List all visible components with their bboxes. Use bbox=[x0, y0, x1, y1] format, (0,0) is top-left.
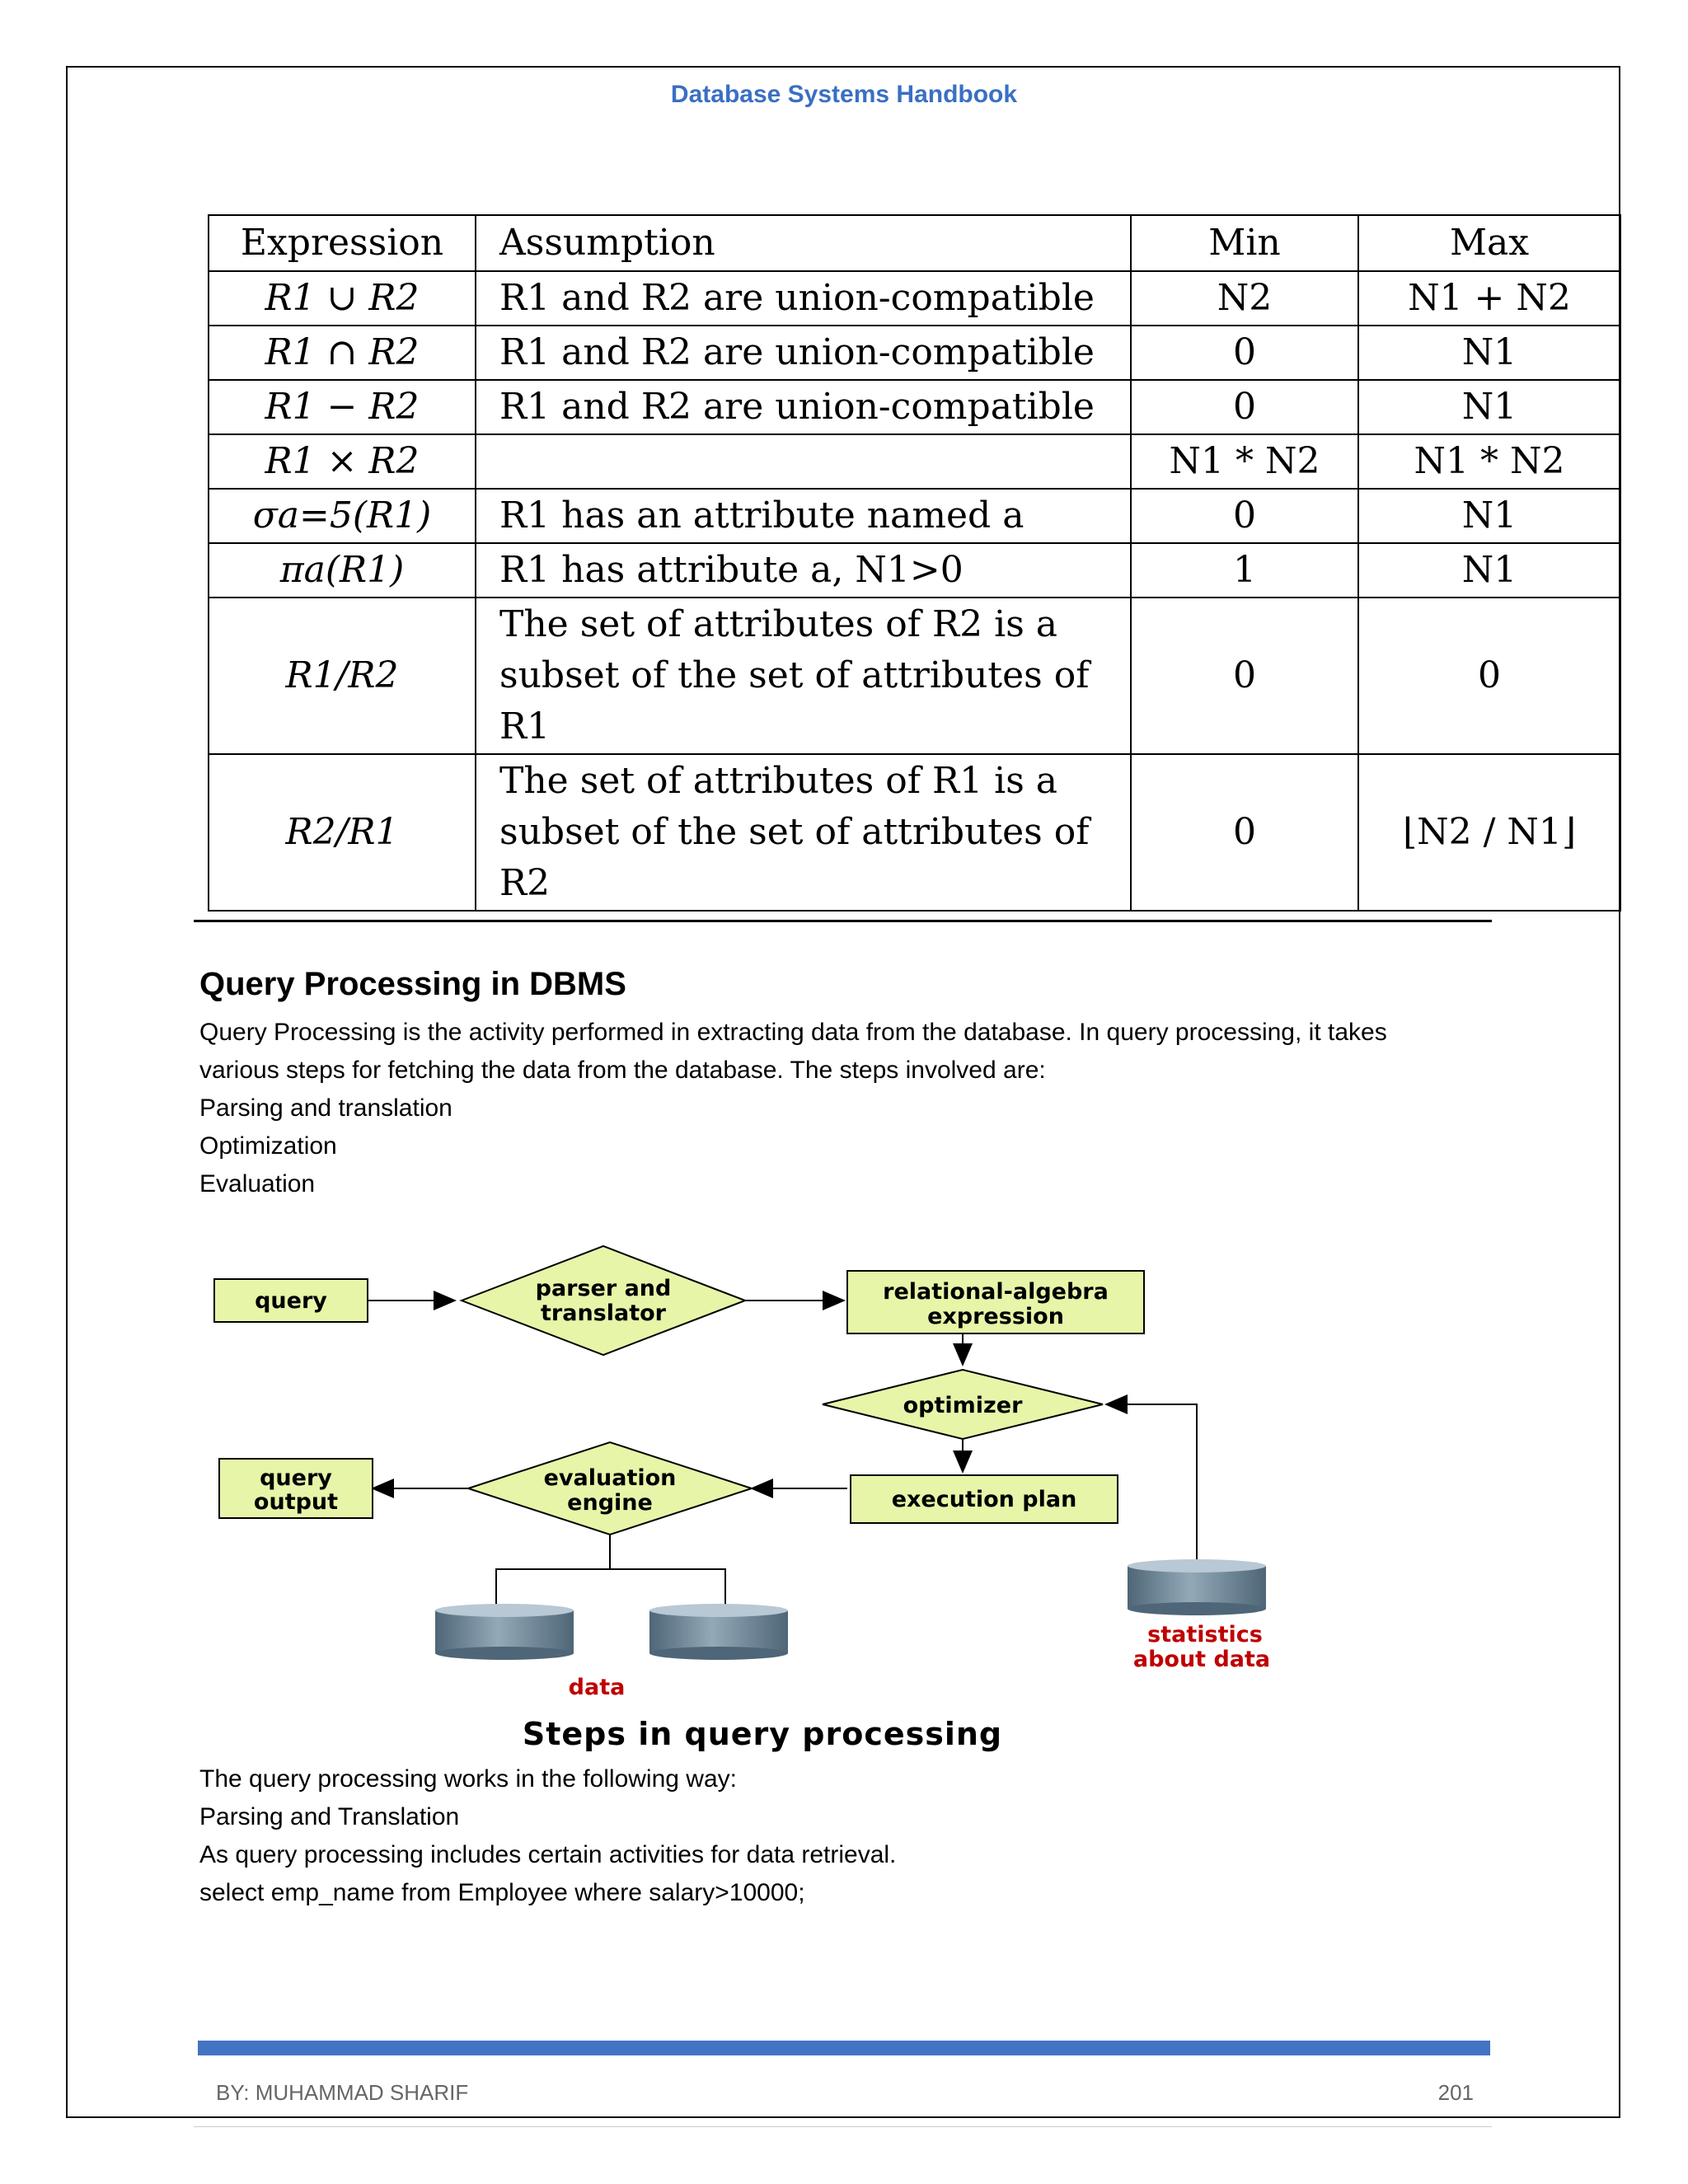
table-row bbox=[209, 326, 1620, 380]
body-line: Parsing and Translation bbox=[199, 1803, 460, 1830]
min-cell: 0 bbox=[1131, 754, 1358, 911]
statistics-label-1: statistics bbox=[1147, 1622, 1263, 1647]
footer-rule bbox=[194, 2126, 1492, 2127]
statistics-disk bbox=[1128, 1559, 1266, 1615]
assumption-cell bbox=[476, 434, 1131, 489]
table-row bbox=[209, 380, 1620, 434]
data-disk-1 bbox=[435, 1604, 574, 1660]
assumption-cell bbox=[476, 754, 1131, 911]
max-cell: N1 * N2 bbox=[1358, 434, 1620, 489]
table-row bbox=[209, 543, 1620, 598]
expression-cell: R1 − R2 bbox=[209, 380, 476, 434]
table-row bbox=[209, 754, 1620, 911]
eval-label-1: evaluation bbox=[543, 1465, 677, 1491]
arrow-stats-to-optimizer bbox=[1106, 1404, 1197, 1566]
assumption-line: The set of attributes of R1 is a bbox=[499, 760, 1057, 802]
result-size-table bbox=[208, 214, 1621, 912]
assumption-cell: R1 and R2 are union-compatible bbox=[476, 380, 1131, 434]
step-item: Optimization bbox=[199, 1132, 337, 1160]
min-cell: 0 bbox=[1131, 380, 1358, 434]
line-eval-to-data bbox=[496, 1518, 610, 1607]
table-row bbox=[209, 598, 1620, 754]
optimizer-label: optimizer bbox=[903, 1393, 1023, 1418]
step-item: Parsing and translation bbox=[199, 1094, 452, 1122]
assumption-line: subset of the set of attributes of bbox=[499, 654, 1090, 696]
parser-label-1: parser and bbox=[535, 1276, 672, 1301]
max-cell: N1 bbox=[1358, 489, 1620, 543]
intro-paragraph bbox=[199, 1014, 1518, 1203]
min-cell: 0 bbox=[1131, 598, 1358, 754]
query-processing-diagram bbox=[198, 1228, 1352, 1722]
body-line: The query processing works in the following way: bbox=[199, 1765, 737, 1793]
min-cell: 1 bbox=[1131, 543, 1358, 598]
relalg-label-2: expression bbox=[927, 1304, 1064, 1329]
table-header-row bbox=[209, 215, 1620, 271]
data-disk-2 bbox=[649, 1604, 788, 1660]
column-header-expression: Expression bbox=[209, 215, 476, 271]
max-cell: ⌊N2 / N1⌋ bbox=[1358, 754, 1620, 911]
assumption-line: The set of attributes of R2 is a bbox=[499, 603, 1057, 645]
relational-algebra-node bbox=[847, 1271, 1144, 1333]
data-label: data bbox=[568, 1675, 626, 1700]
statistics-label-2: about data bbox=[1132, 1647, 1271, 1672]
max-cell: N1 bbox=[1358, 380, 1620, 434]
assumption-cell: R1 has an attribute named a bbox=[476, 489, 1131, 543]
table-row bbox=[209, 271, 1620, 326]
line-eval-to-data-2 bbox=[610, 1569, 725, 1607]
column-header-max: Max bbox=[1358, 215, 1620, 271]
min-cell: 0 bbox=[1131, 489, 1358, 543]
parser-translator-node bbox=[462, 1246, 745, 1355]
assumption-cell: R1 and R2 are union-compatible bbox=[476, 326, 1131, 380]
max-cell: N1 bbox=[1358, 543, 1620, 598]
relalg-label-1: relational-algebra bbox=[883, 1279, 1109, 1305]
column-header-assumption: Assumption bbox=[476, 215, 1131, 271]
page-number: 201 bbox=[1437, 2080, 1474, 2105]
min-cell: N1 * N2 bbox=[1131, 434, 1358, 489]
intro-line: Query Processing is the activity performed in extracting data from the database. In query processing, it takes bbox=[199, 1019, 1387, 1046]
output-label-1: query bbox=[260, 1465, 332, 1491]
footer-author: BY: MUHAMMAD SHARIF bbox=[216, 2080, 469, 2105]
step-item: Evaluation bbox=[199, 1170, 316, 1197]
assumption-line: R2 bbox=[499, 862, 551, 904]
expression-cell: R1 × R2 bbox=[209, 434, 476, 489]
evaluation-engine-node bbox=[468, 1442, 752, 1535]
expression-cell: σa=5(R1) bbox=[209, 489, 476, 543]
expression-cell: R1/R2 bbox=[209, 598, 476, 754]
optimizer-node bbox=[823, 1370, 1103, 1439]
section-title: Query Processing in DBMS bbox=[199, 966, 626, 1002]
output-label-2: output bbox=[253, 1489, 339, 1515]
expression-cell: R1 ∩ R2 bbox=[209, 326, 476, 380]
column-header-min: Min bbox=[1131, 215, 1358, 271]
eval-label-2: engine bbox=[567, 1490, 653, 1516]
body-paragraph bbox=[199, 1760, 1518, 1912]
diagram-caption: Steps in query processing bbox=[522, 1716, 1003, 1752]
expression-cell: R2/R1 bbox=[209, 754, 476, 911]
query-label: query bbox=[255, 1288, 327, 1314]
diagram-connectors bbox=[368, 1301, 1197, 1607]
body-line: As query processing includes certain activities for data retrieval. bbox=[199, 1841, 897, 1868]
assumption-cell: R1 has attribute a, N1>0 bbox=[476, 543, 1131, 598]
assumption-cell: R1 and R2 are union-compatible bbox=[476, 271, 1131, 326]
assumption-cell bbox=[476, 598, 1131, 754]
min-cell: 0 bbox=[1131, 326, 1358, 380]
table-bottom-rule bbox=[194, 920, 1492, 922]
execution-plan-node bbox=[851, 1475, 1118, 1523]
assumption-line: R1 bbox=[499, 705, 551, 748]
table-row bbox=[209, 434, 1620, 489]
query-output-node bbox=[219, 1459, 373, 1518]
footer-bar bbox=[198, 2041, 1490, 2055]
min-cell: N2 bbox=[1131, 271, 1358, 326]
sql-example: select emp_name from Employee where salary>10000; bbox=[199, 1879, 805, 1906]
parser-label-2: translator bbox=[541, 1301, 666, 1326]
intro-line: various steps for fetching the data from the database. The steps involved are: bbox=[199, 1057, 1046, 1084]
running-header: Database Systems Handbook bbox=[670, 81, 1018, 108]
max-cell: N1 bbox=[1358, 326, 1620, 380]
table-row bbox=[209, 489, 1620, 543]
max-cell: N1 + N2 bbox=[1358, 271, 1620, 326]
assumption-line: subset of the set of attributes of bbox=[499, 811, 1090, 853]
max-cell: 0 bbox=[1358, 598, 1620, 754]
expression-cell: πa(R1) bbox=[209, 543, 476, 598]
execution-plan-label: execution plan bbox=[891, 1487, 1077, 1512]
query-node bbox=[214, 1279, 368, 1322]
expression-cell: R1 ∪ R2 bbox=[209, 271, 476, 326]
